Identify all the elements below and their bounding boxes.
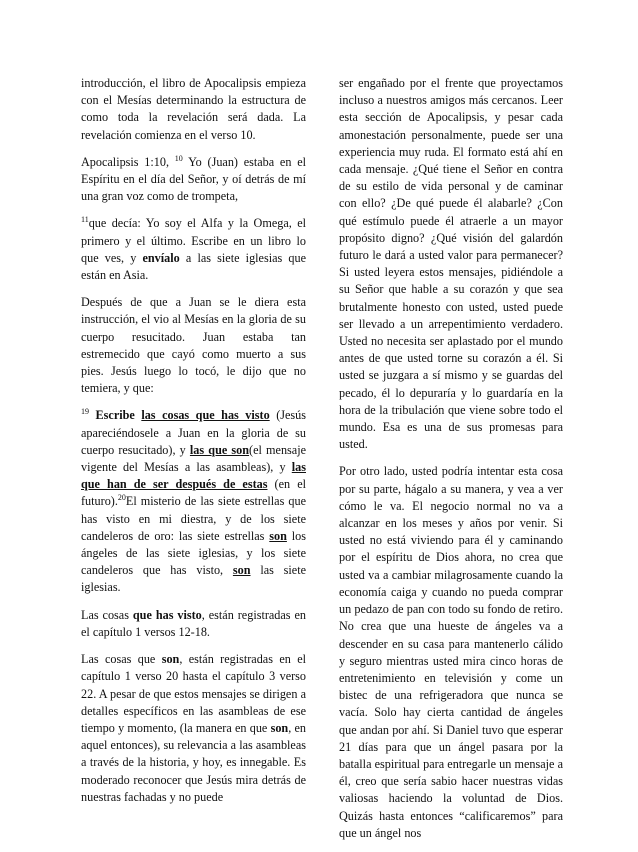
text: a las siete iglesias que están en Asia. xyxy=(81,250,306,283)
text: las siete iglesias. xyxy=(81,563,307,595)
paragraph: Por otro lado, usted podría intentar esta cosa por su parte, hágalo a su manera, y vea a ver cómo le va. El negocio normal no va a alcanzar en los meses y años por venir. Si usted no está viviendo para él y caminando por el espíritu de Dios ahora, no crea que usted va a cambiar milagrosamente cuando la economía caiga y cuando no pueda comprar un pedazo de pan con todo su fondo de retiro. No crea que una hueste de ángeles va a descender en su casa para mantenerlo cálido y seguro mientras usted mira cinco horas de entretenimiento en televisión y come un bistec de una refrigeradora que nunca se vacía. Solo hay cierta cantidad de ángeles que andan por ahí. Si Daniel tuvo que esperar 21 días para que un ángel pasara por la batalla espiritual para entregarle un mensaje a él, creo que sería sabio hacer nuestras vidas valiosas haciendo la voluntad de Dios. Quizás hasta entonces “calificaremos” para que un ángel nos xyxy=(339,464,563,840)
text: El misterio de las siete estrellas que has visto en mi diestra, y de los siete candeleros de oro: las siete estrellas xyxy=(81,494,306,543)
text: que decía: Yo soy el Alfa y la Omega, el primero y el último. Escribe en un libro lo que ves, y xyxy=(81,216,306,265)
text: , están registradas en el capítulo 1 verso 20 hasta el capítulo 3 verso 22. A pesar de que estos mensajes se dirigen a detalles específicos en las asambleas de ese tiempo y momento, (la manera en que xyxy=(81,652,307,735)
bold-text: son xyxy=(161,652,180,667)
text: (Jesús apareciéndosele a Juan en la gloria de su cuerpo resucitado), y xyxy=(81,408,307,457)
text: Yo (Juan) estaba en el Espíritu en el día del Señor, y oí detrás de mí una gran voz como de trompeta, xyxy=(81,154,306,204)
left-column xyxy=(81,75,306,816)
paragraph: Después de que a Juan se le diera esta instrucción, el vio al Mesías en la gloria de su cuerpo resucitado. Juan estaba tan estremecido que cayó como muerto a sus pies. Jesús luego lo tocó, le dijo que no temiera, y que: xyxy=(81,295,306,396)
bold-underlined-text: las que son xyxy=(189,442,250,457)
paragraph-verse-11 xyxy=(81,215,306,284)
text: Apocalipsis 1:10, xyxy=(81,154,175,169)
bold-underlined-text: las que han de ser después de estas xyxy=(81,460,306,492)
right-column xyxy=(339,75,563,852)
text: , en aquel entonces), su relevancia a las asambleas a través de la historia, y hoy, es innegable. Es moderado reconocer que Jesús mira detrás de nuestras fachadas y no puede xyxy=(81,720,306,804)
paragraph-verse-10 xyxy=(81,154,306,206)
verse-number: 10 xyxy=(174,153,183,163)
verse-number: 11 xyxy=(81,215,89,225)
bold-underlined-text: las cosas que has visto xyxy=(141,408,270,423)
verse-number: 20 xyxy=(117,493,126,503)
text: Las cosas xyxy=(81,607,133,622)
bold-underlined-text: son xyxy=(232,563,251,578)
paragraph xyxy=(81,651,306,806)
bold-text: envíalo xyxy=(142,250,180,265)
bold-text: son xyxy=(270,720,289,735)
text: los ángeles de las siete iglesias, y los siete candeleros que has visto, xyxy=(81,528,306,578)
text: Las cosas que xyxy=(81,652,162,667)
text: (en el futuro). xyxy=(81,477,306,509)
text: (el mensaje vigente del Mesías a las asambleas), y xyxy=(81,442,306,475)
paragraph-verse-19 xyxy=(81,407,306,596)
bold-text: que has visto xyxy=(132,607,202,622)
bold-underlined-text: son xyxy=(269,528,287,543)
paragraph: ser engañado por el frente que proyectamos incluso a nuestros amigos más cercanos. Leer esta sección de Apocalipsis, y pesar cada amonestación personalmente, puede ser una experiencia muy ruda. El formato está ahí en cada mensaje. ¿Qué tiene el Señor en contra de su estilo de vida personal y de caminar con ello? ¿De qué puede él alabarle? ¿Con qué estímulo puede él atraerle a un mayor propósito digno? ¿Qué visión del galardón futuro le dará a usted valor para permanecer? Si usted leyera estos mensajes, pidiéndole a su Señor que hable a su corazón y que sea brutalmente honesto con usted, usted puede ser llevado a un arrepentimiento verdadero. Usted no necesita ser aplastado por el mundo antes de que usted torne su corazón a él. Si usted se juzgara a sí mismo y se guardas del pecado, él lo depuraría y lo guardaría en la hora de la tribulación que viene sobre todo el mundo. Esa es una de sus promesas para usted. xyxy=(339,76,563,452)
paragraph: introducción, el libro de Apocalipsis empieza con el Mesías determinando la estructura de como toda la revelación será dada. La revelación comienza en el verso 10. xyxy=(81,76,306,142)
bold-text: Escribe xyxy=(95,408,135,423)
verse-number: 19 xyxy=(81,407,89,417)
text: , están registradas en el capítulo 1 versos 12-18. xyxy=(81,607,306,639)
paragraph xyxy=(81,607,306,641)
